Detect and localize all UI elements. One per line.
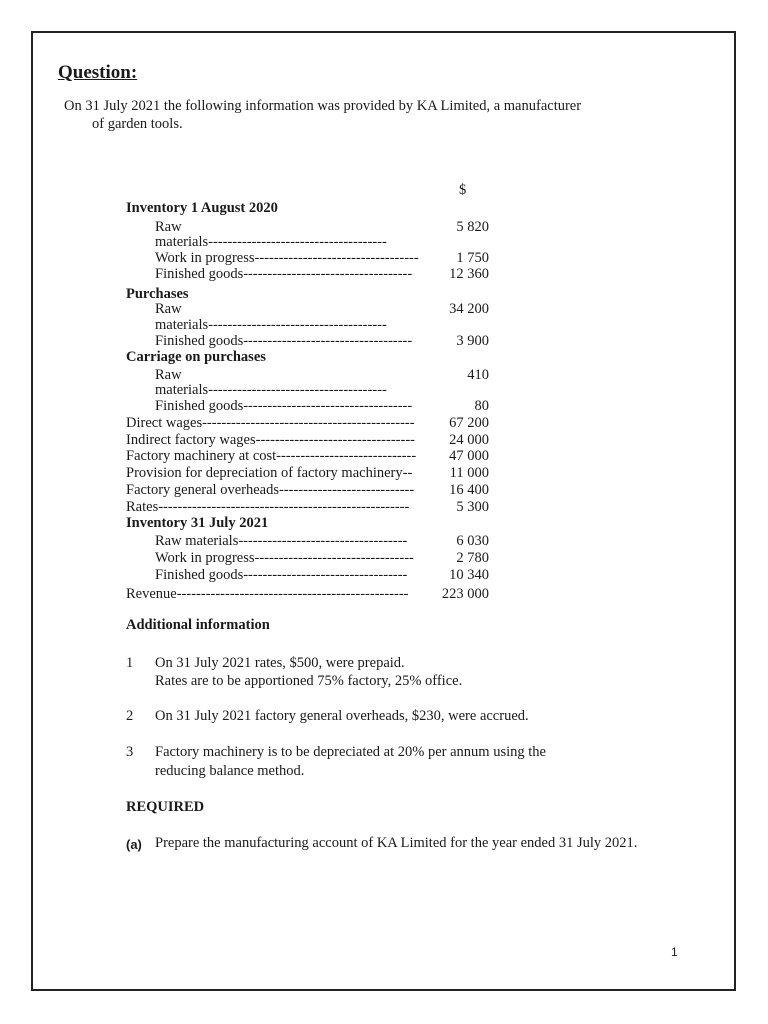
provision-label: Provision for depreciation of factory machinery--	[126, 465, 413, 481]
carriage-heading: Carriage on purchases	[126, 349, 266, 365]
indirect-wages-value: 24 000	[449, 432, 489, 448]
direct-wages-label: Direct wages--------------------------------------------	[126, 415, 415, 431]
purchases-raw-label-1: Raw	[155, 301, 182, 317]
note-1-line-1: On 31 July 2021 rates, $500, were prepaid.	[155, 655, 405, 671]
inv-open-raw-label-1: Raw	[155, 219, 182, 235]
revenue-label: Revenue------------------------------------------------	[126, 586, 409, 602]
revenue-value: 223 000	[441, 586, 489, 602]
inv-open-fg-label: Finished goods-----------------------------------	[155, 266, 413, 282]
overheads-label: Factory general overheads----------------------------	[126, 482, 415, 498]
purchases-raw-value: 34 200	[449, 301, 489, 317]
inv-open-fg-value: 12 360	[449, 266, 489, 282]
inv-close-fg-value: 10 340	[449, 567, 489, 583]
rates-label: Rates----------------------------------------------------	[126, 499, 410, 515]
carriage-raw-label-2: materials-------------------------------------	[155, 382, 387, 398]
part-a-text: Prepare the manufacturing account of KA Limited for the year ended 31 July 2021.	[155, 835, 638, 851]
inventory-open-heading: Inventory 1 August 2020	[126, 200, 278, 216]
overheads-value: 16 400	[449, 482, 489, 498]
carriage-fg-label: Finished goods-----------------------------------	[155, 398, 413, 414]
rates-value: 5 300	[456, 499, 489, 515]
machinery-label: Factory machinery at cost-----------------------------	[126, 448, 417, 464]
inv-open-wip-label: Work in progress----------------------------------	[155, 250, 419, 266]
inventory-close-heading: Inventory 31 July 2021	[126, 515, 269, 531]
purchases-heading: Purchases	[126, 286, 189, 302]
inv-open-raw-value: 5 820	[456, 219, 489, 235]
inv-close-raw-label: Raw materials-----------------------------------	[155, 533, 408, 549]
required-heading: REQUIRED	[126, 799, 205, 815]
inv-close-raw-value: 6 030	[456, 533, 489, 549]
note-1-line-2: Rates are to be apportioned 75% factory, 25% office.	[155, 673, 463, 689]
inv-open-wip-value: 1 750	[456, 250, 489, 266]
part-a-label: (a)	[126, 837, 142, 852]
note-3-line-1: Factory machinery is to be depreciated at 20% per annum using the	[155, 744, 546, 760]
purchases-raw-label-2: materials-------------------------------------	[155, 317, 387, 333]
purchases-fg-label: Finished goods-----------------------------------	[155, 333, 413, 349]
intro-paragraph	[64, 97, 624, 133]
carriage-raw-label-1: Raw	[155, 367, 182, 383]
carriage-fg-value: 80	[474, 398, 489, 414]
question-heading: Question:	[58, 62, 138, 83]
intro-line-1: On 31 July 2021 the following information was provided by KA Limited, a manufacturer	[64, 98, 582, 114]
page-number: 1	[671, 945, 678, 959]
currency-header: $	[459, 182, 467, 198]
carriage-raw-value: 410	[467, 367, 489, 383]
provision-value: 11 000	[449, 465, 489, 481]
intro-line-2: of garden tools.	[92, 116, 183, 132]
note-2-line-1: On 31 July 2021 factory general overheads, $230, were accrued.	[155, 708, 529, 724]
inv-close-wip-value: 2 780	[456, 550, 489, 566]
purchases-fg-value: 3 900	[456, 333, 489, 349]
inv-open-raw-label-2: materials-------------------------------------	[155, 234, 387, 250]
machinery-value: 47 000	[449, 448, 489, 464]
indirect-wages-label: Indirect factory wages---------------------------------	[126, 432, 415, 448]
additional-info-heading: Additional information	[126, 617, 270, 633]
note-3-number: 3	[126, 744, 134, 760]
direct-wages-value: 67 200	[449, 415, 489, 431]
note-2-number: 2	[126, 708, 134, 724]
note-3-line-2: reducing balance method.	[155, 763, 305, 779]
inv-close-fg-label: Finished goods----------------------------------	[155, 567, 408, 583]
note-1-number: 1	[126, 655, 134, 671]
inv-close-wip-label: Work in progress---------------------------------	[155, 550, 414, 566]
